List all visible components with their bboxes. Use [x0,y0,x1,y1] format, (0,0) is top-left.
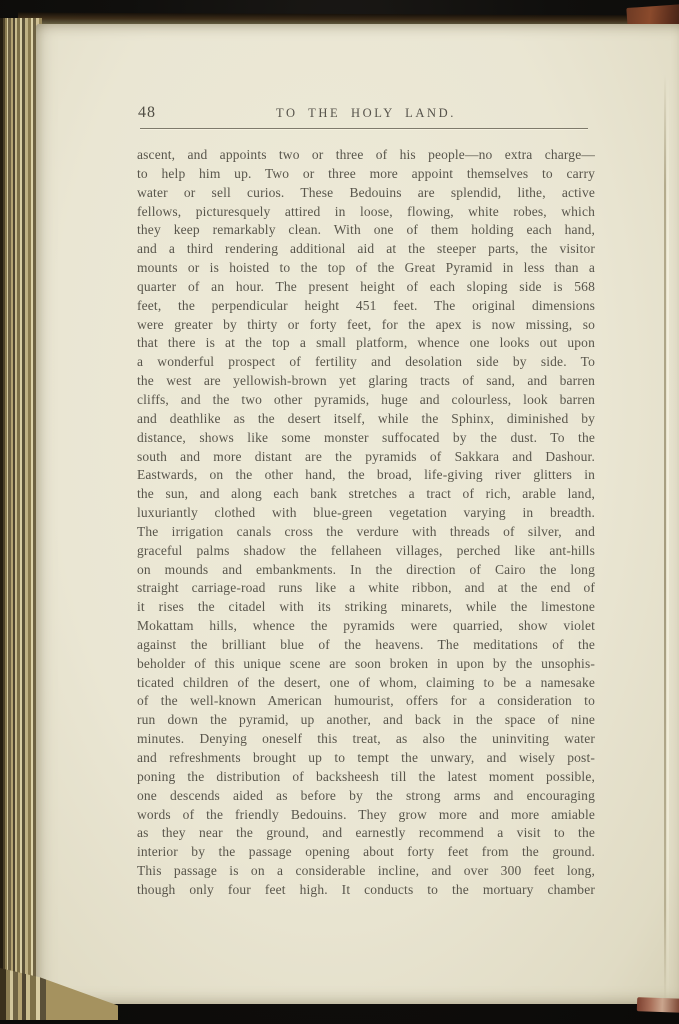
header-rule [140,128,588,129]
body-text-line: beholder of this unique scene are soon broken in upon by the unsophis- [137,655,595,671]
body-text-line: straight carriage-road runs like a white ribbon, and at the end of [137,580,595,596]
body-text-line: it rises the citadel with its striking minarets, while the limestone [137,599,595,615]
book-corner-bottom-right [637,997,679,1013]
body-text-line: fellows, picturesquely attired in loose, flowing, white robes, which [137,203,595,219]
body-text-line: one descends aided as before by the strong arms and encouraging [137,787,595,803]
body-text-line: quarter of an hour. The present height of each sloping side is 568 [137,278,595,294]
body-text-line: Eastwards, on the other hand, the broad, life-giving river glitters in [137,467,595,483]
body-text-line: ascent, and appoints two or three of his people—no extra charge— [137,147,595,162]
body-text-line: were greater by thirty or forty feet, for the apex is now missing, so [137,316,595,332]
body-text-line: minutes. Denying oneself this treat, as also the uninviting water [137,731,595,747]
body-text-line: distance, shows like some monster suffocated by the dust. To the [137,429,595,445]
body-text-line: graceful palms shadow the fellaheen villages, perched like ant-hills [137,542,595,558]
body-text-line: Mokattam hills, whence the pyramids were quarried, show violet [137,618,595,634]
body-text-line: on mounds and embankments. In the direction of Cairo the long [137,561,595,577]
body-text-line: and deathlike as the desert itself, while the Sphinx, diminished by [137,410,595,426]
body-text-line: south and more distant are the pyramids of Sakkara and Dashour. [137,448,595,464]
body-text-line: the sun, and along each bank stretches a tract of rich, arable land, [137,486,595,502]
body-text-line: and refreshments brought up to tempt the unwary, and wisely post- [137,750,595,765]
body-text-line: The irrigation canals cross the verdure with threads of silver, and [137,523,595,539]
page-crease-highlight [667,74,669,1004]
page-crease-right [664,74,666,1004]
body-text-line: poning the distribution of backsheesh till the latest moment possible, [137,768,595,784]
body-text-line: and a third rendering additional aid at the steeper parts, the visitor [137,241,595,257]
body-text [137,146,595,900]
book-page [36,24,679,1004]
body-text-line: interior by the passage opening about forty feet from the ground. [137,844,595,860]
page-header [137,102,595,124]
body-text-line: run down the pyramid, up another, and back in the space of nine [137,712,595,728]
body-text-line: of the well-known American humourist, offers for a consideration to [137,693,595,709]
body-text-line: the west are yellowish-brown yet glaring tracts of sand, and barren [137,373,595,389]
body-text-line: feet, the perpendicular height 451 feet. The original dimensions [137,297,595,313]
body-text-line: water or sell curios. These Bedouins are splendid, lithe, active [137,184,595,200]
body-text-line: words of the friendly Bedouins. They grow more and more amiable [137,806,595,822]
body-text-line: to help him up. Two or three more appoint themselves to carry [137,165,595,181]
body-text-line: that there is at the top a small platform, whence one looks out upon [137,335,595,351]
body-text-line: This passage is on a considerable incline, and over 300 feet long, [137,863,595,879]
body-text-line: as they near the ground, and earnestly recommend a visit to the [137,825,595,841]
body-text-line: mounts or is hoisted to the top of the Great Pyramid in less than a [137,260,595,276]
running-head: TO THE HOLY LAND. [276,106,456,120]
body-text-line: they keep remarkably clean. With one of them holding each hand, [137,222,595,238]
body-text-line: cliffs, and the two other pyramids, huge and colourless, look barren [137,391,595,407]
body-text-line: ticated children of the desert, one of whom, claiming to be a namesake [137,674,595,690]
page-number: 48 [138,104,156,121]
body-text-line: though only four feet high. It conducts to the mortuary chamber [137,881,595,897]
body-text-line: luxuriantly clothed with blue-green vegetation varying in breadth. [137,505,595,521]
body-text-line: a wonderful prospect of fertility and desolation side by side. To [137,354,595,370]
body-text-line: against the brilliant blue of the heavens. The meditations of the [137,636,595,652]
